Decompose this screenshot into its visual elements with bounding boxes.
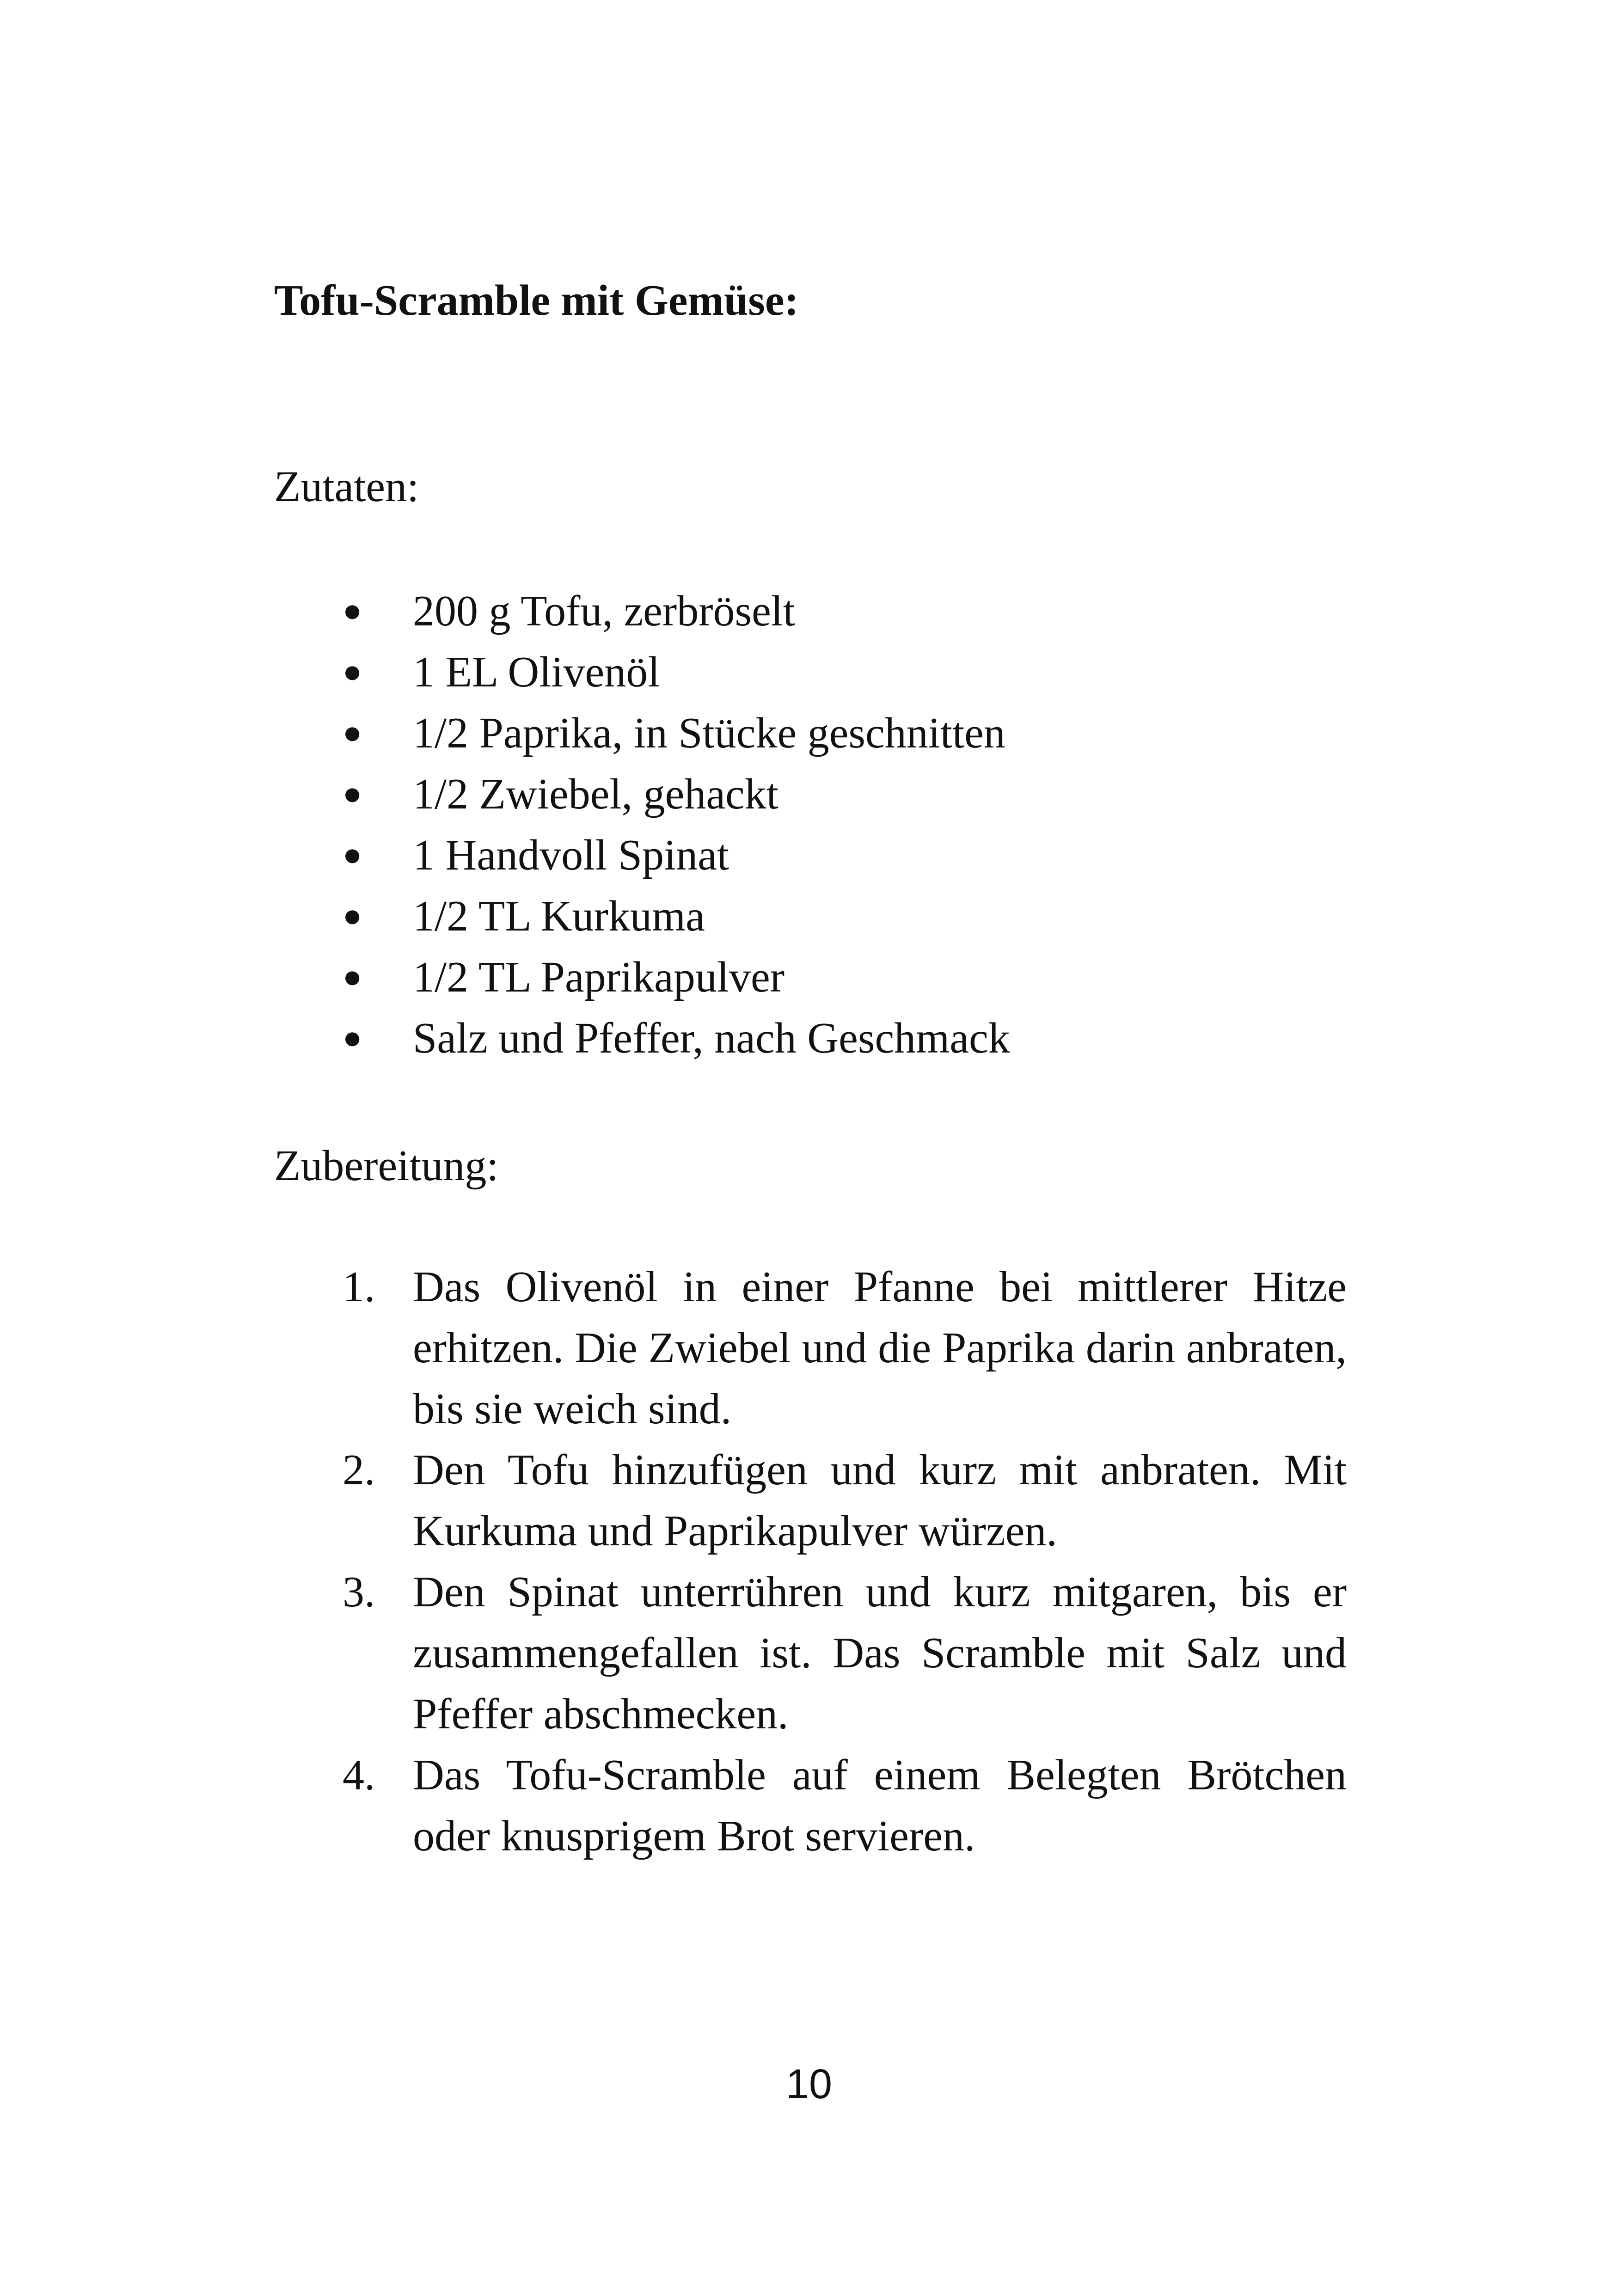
step-item xyxy=(274,1256,1347,1439)
ingredient-text: Salz und Pfeffer, nach Geschmack xyxy=(413,1014,1010,1062)
bullet-icon: ● xyxy=(343,593,362,629)
bullet-icon: ● xyxy=(343,898,362,934)
recipe-title: Tofu-Scramble mit Gemüse: xyxy=(274,276,799,325)
ingredient-text: 1 EL Olivenöl xyxy=(413,648,660,696)
step-item xyxy=(274,1745,1347,1867)
bullet-icon: ● xyxy=(343,837,362,873)
step-number: 3. xyxy=(343,1568,375,1616)
ingredients-list xyxy=(274,581,1356,1069)
bullet-icon: ● xyxy=(343,776,362,812)
step-number: 2. xyxy=(343,1446,375,1494)
step-text: Den Tofu hinzufügen und kurz mit anbraten. Mit Kurkuma und Paprikapulver würzen. xyxy=(413,1446,1347,1555)
ingredient-item xyxy=(274,886,1356,947)
ingredient-item xyxy=(274,703,1356,764)
bullet-icon: ● xyxy=(343,1020,362,1056)
ingredient-item xyxy=(274,581,1356,642)
ingredient-item xyxy=(274,947,1356,1008)
step-number: 1. xyxy=(343,1263,375,1311)
step-text: Das Olivenöl in einer Pfanne bei mittlerer Hitze erhitzen. Die Zwiebel und die Paprika darin anbraten, bis sie weich sind. xyxy=(413,1263,1347,1433)
step-text: Das Tofu-Scramble auf einem Belegten Brötchen oder knusprigem Brot servieren. xyxy=(413,1751,1347,1860)
ingredients-heading: Zutaten: xyxy=(274,463,419,511)
ingredient-text: 1/2 Paprika, in Stücke geschnitten xyxy=(413,709,1005,757)
bullet-icon: ● xyxy=(343,654,362,690)
ingredient-text: 1/2 TL Paprikapulver xyxy=(413,953,785,1001)
ingredient-text: 1/2 TL Kurkuma xyxy=(413,892,705,940)
ingredient-item xyxy=(274,764,1356,825)
ingredient-item xyxy=(274,1008,1356,1069)
ingredient-item xyxy=(274,825,1356,886)
page-number: 10 xyxy=(785,2061,833,2107)
step-item xyxy=(274,1439,1347,1561)
ingredient-text: 1/2 Zwiebel, gehackt xyxy=(413,770,778,818)
preparation-steps-list xyxy=(274,1256,1347,1867)
ingredient-text: 200 g Tofu, zerbröselt xyxy=(413,587,796,635)
step-number: 4. xyxy=(343,1751,375,1799)
step-item xyxy=(274,1561,1347,1745)
step-text: Den Spinat unterrühren und kurz mitgaren, bis er zusammengefallen ist. Das Scramble mit Salz und Pfeffer abschmecken. xyxy=(413,1568,1347,1738)
ingredient-item xyxy=(274,642,1356,703)
bullet-icon: ● xyxy=(343,959,362,995)
ingredient-text: 1 Handvoll Spinat xyxy=(413,831,729,879)
preparation-heading: Zubereitung: xyxy=(274,1142,499,1190)
bullet-icon: ● xyxy=(343,715,362,751)
